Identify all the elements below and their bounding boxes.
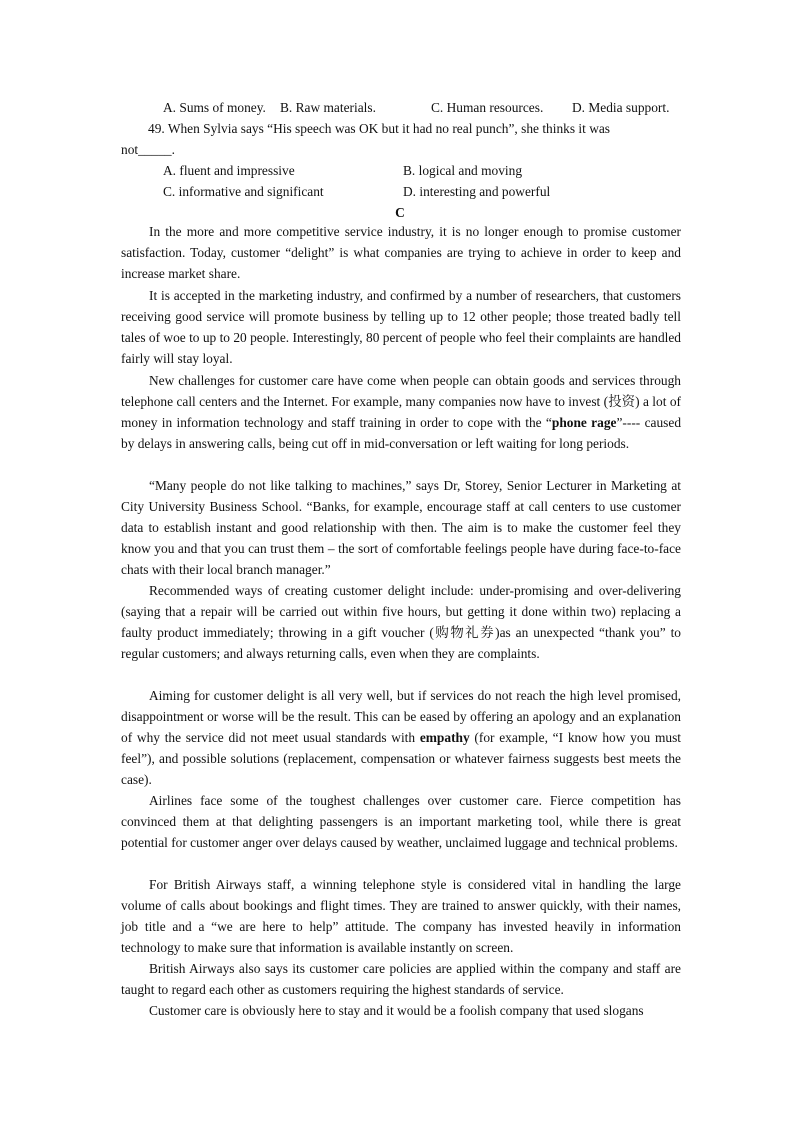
q49-stem-continued: not_____. xyxy=(121,142,175,157)
passage-paragraph-9: British Airways also says its customer care policies are applied within the company and staff are taught to regard each other as customers requiring the highest standards of service. xyxy=(121,961,681,998)
q48-option-d: D. Media support. xyxy=(572,100,670,115)
term-phone-rage: phone rage xyxy=(551,415,617,431)
passage-paragraph-10: Customer care is obviously here to stay and it would be a foolish company that used slogans xyxy=(149,1003,644,1018)
passage-paragraph-8: For British Airways staff, a winning telephone style is considered vital in handling the large volume of calls about bookings and flight times. They are trained to answer quickly, with their names, job title and a “we are here to help” attitude. The company has invested heavily in information technology to make sure that information is available instantly on screen. xyxy=(121,877,681,956)
q48-option-c: C. Human resources. xyxy=(431,100,544,115)
q49-option-c: C. informative and significant xyxy=(163,184,324,199)
passage-paragraph-2: It is accepted in the marketing industry, and confirmed by a number of researchers, that customers receiving good service will promote business by telling up to 12 other people; those treated badly tell tales of woe to up to 20 people. Interestingly, 80 percent of people who feel their complaints are handled fairly will stay loyal. xyxy=(121,288,681,367)
q49-option-b: B. logical and moving xyxy=(403,163,523,178)
paragraph-3-text-start: New challenges for customer care have come when people can obtain goods and services through telephone call centers and the Internet. For example, many companies now have to invest (投资) a lot of money in information technology and staff training in order to cope with the “ xyxy=(121,373,681,431)
term-empathy: empathy xyxy=(419,730,470,746)
q48-option-a: A. Sums of money. xyxy=(163,100,266,115)
q49-option-a: A. fluent and impressive xyxy=(163,163,295,178)
passage-paragraph-5: Recommended ways of creating customer delight include: under-promising and over-delivering (saying that a repair will be carried out within five hours, but getting it done within two) replacing a faulty product immediately; throwing in a gift voucher (购物礼券)as an unexpected “thank you” to regular customers; and always returning calls, even when they are complaints. xyxy=(121,583,681,662)
passage-paragraph-3 xyxy=(121,370,681,454)
passage-paragraph-4: “Many people do not like talking to machines,” says Dr, Storey, Senior Lecturer in Marketing at City University Business School. “Banks, for example, encourage staff at call centers to use customer data to establish instant and good relationship with then. The aim is to make the customer feel they know you and that you can trust them – the sort of comfortable feelings people have during face-to-face chats with their local branch manager.” xyxy=(121,478,681,578)
passage-paragraph-7: Airlines face some of the toughest challenges over customer care. Fierce competition has convinced them at that delighting passengers is an important marketing tool, while there is great potential for customer anger over delays caused by weather, unclaimed luggage and technical problems. xyxy=(121,793,681,851)
passage-paragraph-6 xyxy=(121,685,681,790)
q49-stem: 49. When Sylvia says “His speech was OK but it had no real punch”, she thinks it was xyxy=(148,121,611,136)
paragraph-6-text-end: (for example, “I know how you must feel”), and possible solutions (replacement, compensation or whatever fairness suggests best meets the case). xyxy=(121,730,682,788)
passage-paragraph-1: In the more and more competitive service industry, it is no longer enough to promise customer satisfaction. Today, customer “delight” is what companies are trying to achieve in order to keep and increase market share. xyxy=(121,224,681,282)
paragraph-3-text-end: ”---- caused by delays in answering calls, being cut off in mid-conversation or left waiting for long periods. xyxy=(121,415,682,452)
paragraph-6-text-start: Aiming for customer delight is all very well, but if services do not reach the high level promised, disappointment or worse will be the result. This can be eased by offering an apology and an explanation of why the service did not meet usual standards with xyxy=(121,688,681,746)
section-heading: C xyxy=(395,205,405,220)
q48-option-b: B. Raw materials. xyxy=(280,100,376,115)
q49-option-d: D. interesting and powerful xyxy=(403,184,551,199)
